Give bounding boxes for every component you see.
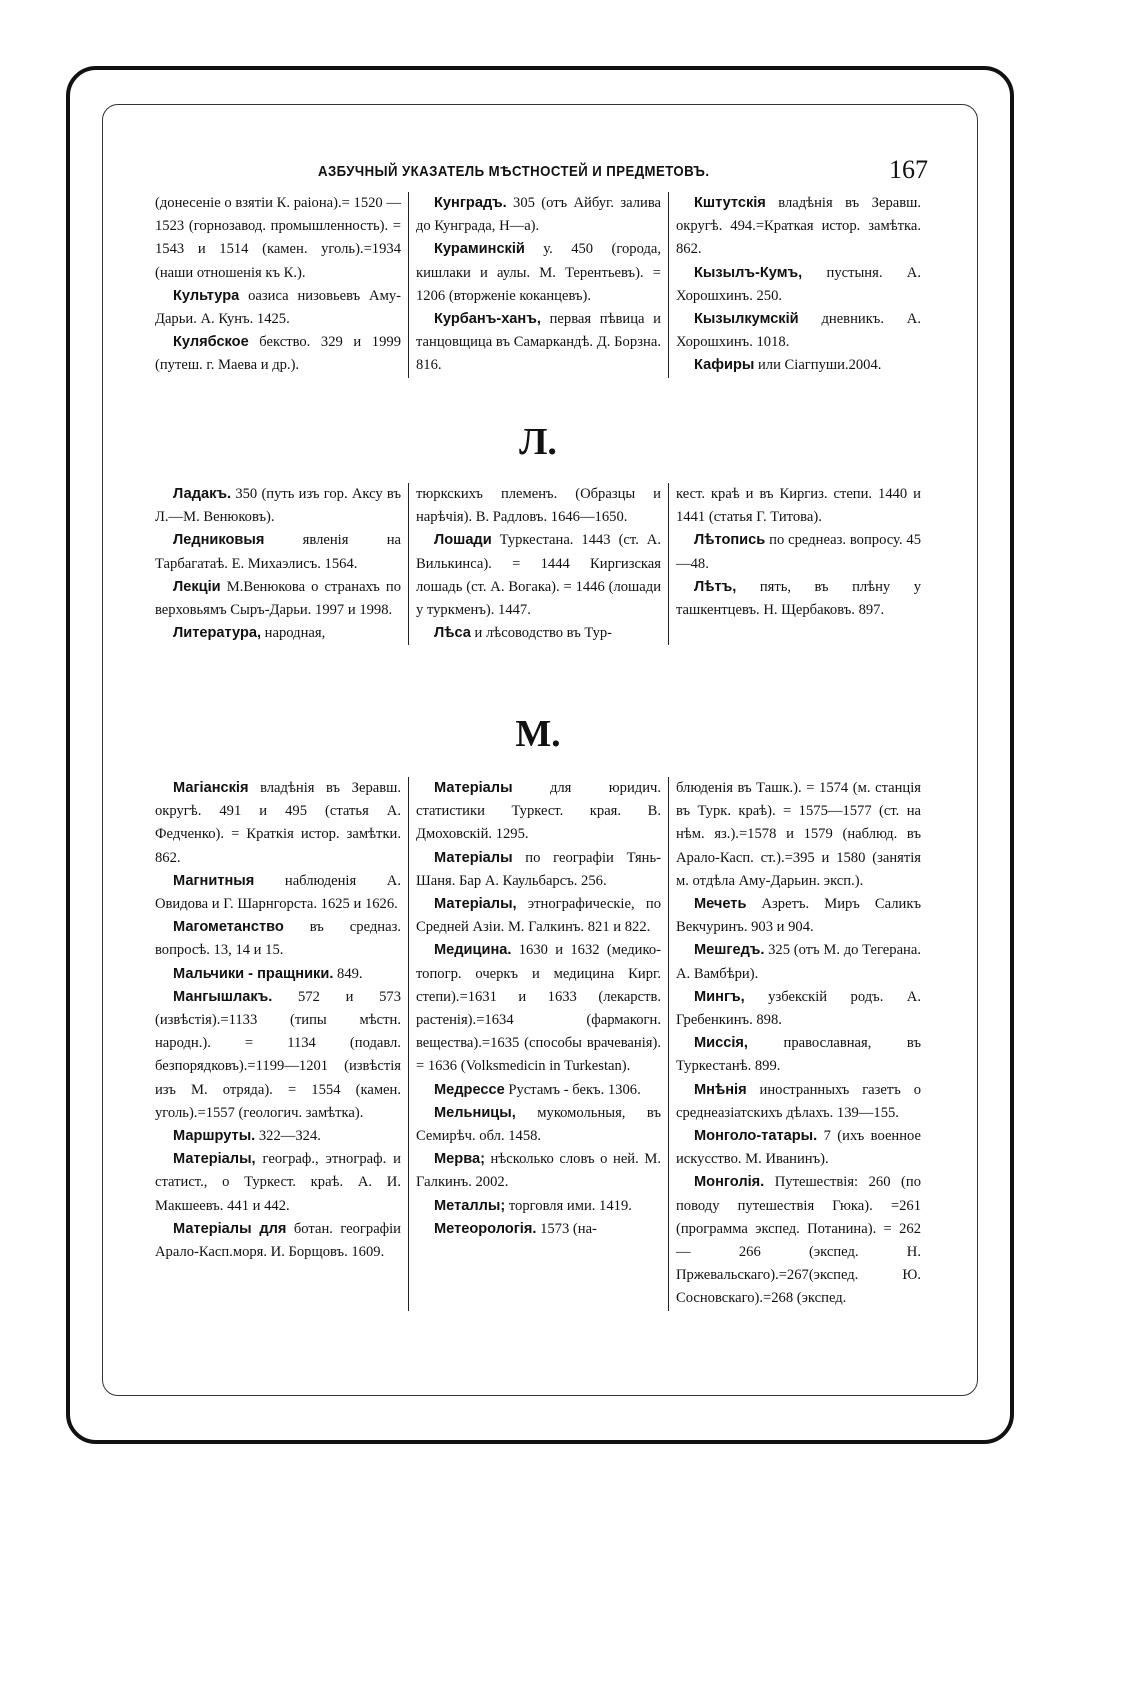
entry-headword: Кафиры xyxy=(694,357,755,374)
entry-headword: Лошади xyxy=(434,532,492,549)
entry-text: Туркестана. 1443 (ст. А. Вилькинса). = 1444 Киргизская лошадь (ст. А. Вогака). = 1446 (лошади у туркменъ). 1447. xyxy=(416,532,661,619)
entry-text: торговля ими. 1419. xyxy=(505,1197,632,1214)
index-entry xyxy=(676,1171,921,1310)
entry-headword: Кызылкумскій xyxy=(694,311,799,328)
entry-headword: Культура xyxy=(173,287,240,304)
index-entry xyxy=(676,893,921,939)
entry-text: пять, въ плѣну у ташкентцевъ. Н. Щербаковъ. 897. xyxy=(676,578,921,619)
index-entry xyxy=(155,986,401,1125)
entry-text: 1630 и 1632 (медико-топогр. очеркъ и медицина Кирг. степи).=1631 и 1633 (лекарств. растенія).=1634 (фармакогн. вещества).=1635 (способы врачеванія). = 1636 (Volksmedicin in Turkestan). xyxy=(416,942,661,1075)
entry-text: тюркскихъ племенъ. (Образцы и нарѣчія). В. Радловъ. 1646—1650. xyxy=(416,486,661,526)
entry-text: и лѣсоводство въ Тур- xyxy=(470,625,613,642)
entry-text: 849. xyxy=(333,965,363,982)
entry-text: 7 (ихъ военное искусство. М. Иванинъ). xyxy=(676,1128,921,1168)
entry-headword: Мингъ, xyxy=(694,988,745,1005)
entry-headword: Ладакъ. xyxy=(173,486,232,502)
index-entry xyxy=(416,777,661,847)
index-entry xyxy=(416,483,661,529)
index-entry xyxy=(676,986,921,1032)
entry-headword: Метеорологія. xyxy=(434,1220,537,1237)
entry-text: 572 и 573 (извѣстія).=1133 (типы мѣстн. народн.). = 1134 (подавл. безпорядковъ).=1199—1201 (извѣстія изъ М. отряда). = 1554 (камен. уголь).=1557 (геологич. замѣтка). xyxy=(155,988,401,1121)
index-entry xyxy=(155,285,401,331)
index-entry xyxy=(416,1148,661,1194)
index-entry xyxy=(676,939,921,985)
entry-headword: Мерва; xyxy=(434,1151,485,1168)
entry-headword: Курбанъ-ханъ, xyxy=(434,311,541,328)
entry-text: пустыня. А. Хорошхинъ. 250. xyxy=(676,264,921,304)
entry-headword: Кулябское xyxy=(173,334,249,351)
section-l-entries xyxy=(148,483,928,645)
entry-text: православная, въ Туркестанѣ. 899. xyxy=(676,1035,921,1075)
index-entry xyxy=(416,1218,661,1241)
entry-text: оазиса низовьевъ Аму-Дарьи. А. Кунъ. 1425. xyxy=(155,287,401,328)
index-entry xyxy=(155,331,401,377)
index-entry xyxy=(416,308,661,378)
column-3 xyxy=(668,483,928,645)
index-entry xyxy=(416,529,661,622)
index-entry xyxy=(155,576,401,622)
entry-text: первая пѣвица и танцовщица въ Самаркандѣ. Д. Борзна. 816. xyxy=(416,311,661,374)
index-entry xyxy=(155,1218,401,1264)
column-2 xyxy=(408,192,668,378)
column-3 xyxy=(668,192,928,378)
column-1 xyxy=(148,777,408,1311)
entry-text: Азретъ. Миръ Саликъ Векчуринъ. 903 и 904. xyxy=(676,896,921,936)
index-entry xyxy=(416,192,661,238)
index-entry xyxy=(155,777,401,870)
column-1 xyxy=(148,483,408,645)
index-entry xyxy=(155,963,401,986)
letter-heading-m: М. xyxy=(515,713,561,755)
index-entry xyxy=(676,529,921,575)
index-entry xyxy=(155,1125,401,1148)
entry-headword: Магіанскія xyxy=(173,780,249,796)
index-entry xyxy=(416,622,661,645)
index-entry xyxy=(155,529,401,575)
entry-text: мукомольныя, въ Семирѣч. обл. 1458. xyxy=(416,1104,661,1145)
entry-headword: Ледниковыя xyxy=(173,532,265,549)
index-entry xyxy=(676,483,921,529)
index-entry xyxy=(155,622,401,645)
entry-headword: Монголія. xyxy=(694,1174,765,1191)
entry-text: Путешествія: 260 (по поводу путешествія Гюка). =261 (программа экспед. Потанина). = 262 — 266 (экспед. Н. Пржевальскаго).=267(экспед. Ю. Сосновскаго).=268 (экспед. xyxy=(676,1174,921,1307)
entry-text: 325 (отъ М. до Тегерана. А. Вамбѣри). xyxy=(676,942,921,982)
column-3 xyxy=(668,777,928,1311)
entry-text: бекство. 329 и 1999 (путеш. г. Маева и др.). xyxy=(155,334,401,374)
entry-text: географ., этнограф. и статист., о Туркест. краѣ. А. И. Макшеевъ. 441 и 442. xyxy=(155,1151,401,1214)
entry-text: Рустамъ - бекъ. 1306. xyxy=(504,1081,641,1098)
index-entry xyxy=(416,893,661,939)
entry-text: или Сіагпуши.2004. xyxy=(754,357,882,374)
entry-headword: Мечеть xyxy=(694,896,747,913)
column-1 xyxy=(148,192,408,378)
index-entry xyxy=(155,1148,401,1218)
index-entry xyxy=(416,1195,661,1218)
entry-headword: Мальчики - пращники. xyxy=(173,965,334,982)
entry-headword: Лѣса xyxy=(434,625,471,642)
entry-headword: Матеріалы, xyxy=(434,896,517,913)
entry-headword: Лекціи xyxy=(173,578,221,595)
entry-headword: Кызылъ-Кумъ, xyxy=(694,264,803,281)
entry-text: для юридич. статистики Туркест. края. В. Дмоховскій. 1295. xyxy=(416,780,661,843)
index-entry xyxy=(676,777,921,893)
entry-headword: Литература, xyxy=(173,625,262,642)
index-entry xyxy=(676,1079,921,1125)
entry-headword: Матеріалы для xyxy=(173,1220,287,1237)
entry-headword: Магометанство xyxy=(173,919,284,936)
entry-text: по среднеаз. вопросу. 45—48. xyxy=(676,532,921,572)
entry-text: кест. краѣ и въ Киргиз. степи. 1440 и 1441 (статья Г. Титова). xyxy=(676,486,921,526)
column-2 xyxy=(408,777,668,1311)
entry-text: ботан. географіи Арало-Касп.моря. И. Борщовъ. 1609. xyxy=(155,1220,401,1261)
index-entry xyxy=(155,192,401,285)
entry-headword: Мельницы, xyxy=(434,1104,516,1121)
entry-headword: Металлы; xyxy=(434,1197,506,1214)
entry-headword: Миссія, xyxy=(694,1035,748,1052)
running-header xyxy=(148,155,928,185)
index-entry xyxy=(155,916,401,962)
index-entry xyxy=(155,483,401,529)
entry-headword: Лѣтопись xyxy=(694,532,766,549)
entry-text: наблюденія А. Овидова и Г. Шарнгорста. 1625 и 1626. xyxy=(155,872,401,913)
entry-text: этнографическіе, по Средней Азіи. М. Галкинъ. 821 и 822. xyxy=(416,896,661,936)
entry-text: владѣнія въ Зеравш. округѣ. 494.=Краткая истор. замѣтка. 862. xyxy=(676,195,921,258)
index-entry xyxy=(155,870,401,916)
letter-heading-l: Л. xyxy=(519,421,557,463)
index-entry xyxy=(416,939,661,1078)
entry-text: у. 450 (города, кишлаки и аулы. М. Терентьевъ). = 1206 (вторженіе коканцевъ). xyxy=(416,241,661,304)
index-entry xyxy=(676,1032,921,1078)
entry-headword: Кштутскія xyxy=(694,195,766,211)
entry-text: блюденія въ Ташк.). = 1574 (м. станція въ Турк. краѣ). = 1575—1577 (ст. на нѣм. яз.).=1578 и 1579 (наблюд. въ Арало-Касп. ст.).=395 и 1580 (занятія м. отдѣла Аму-Дарьин. эксп.). xyxy=(676,780,921,889)
entry-headword: Маршруты. xyxy=(173,1128,256,1145)
entry-headword: Монголо-татары. xyxy=(694,1128,818,1145)
index-entry xyxy=(676,308,921,354)
entry-headword: Медрессе xyxy=(434,1081,505,1098)
entry-text: въ средназ. вопросѣ. 13, 14 и 15. xyxy=(155,919,401,959)
entry-text: (донесеніе о взятіи К. раіона).= 1520 — 1523 (горнозавод. промышленность). = 1543 и 1514 (камен. уголь).=1934 (наши отношенія къ К.). xyxy=(155,195,401,281)
entry-headword: Мешгедъ. xyxy=(694,942,765,959)
index-entry xyxy=(676,192,921,262)
entry-headword: Медицина. xyxy=(434,942,512,959)
section-k-entries xyxy=(148,192,928,378)
entry-headword: Матеріалы xyxy=(434,849,513,866)
column-2 xyxy=(408,483,668,645)
entry-headword: Мнѣнія xyxy=(694,1081,747,1098)
entry-text: 350 (путь изъ гор. Аксу въ Л.—М. Венюковъ). xyxy=(155,486,401,526)
entry-text: М.Венюкова о странахъ по верховьямъ Сыръ-Дарьи. 1997 и 1998. xyxy=(155,578,401,619)
entry-text: по географіи Тянь-Шаня. Бар А. Каульбарсъ. 256. xyxy=(416,849,661,889)
index-entry xyxy=(676,354,921,377)
index-entry xyxy=(676,576,921,622)
entry-text: 322—324. xyxy=(255,1128,321,1145)
entry-text: владѣнія въ Зеравш. округѣ. 491 и 495 (статья А. Федченко). = Краткія истор. замѣтки. 862. xyxy=(155,780,401,866)
entry-headword: Кунградъ. xyxy=(434,195,507,211)
header-title: АЗБУЧНЫЙ УКАЗАТЕЛЬ МѢСТНОСТЕЙ И ПРЕДМЕТОВЪ. xyxy=(318,163,710,180)
index-entry xyxy=(416,847,661,893)
entry-text: нѣсколько словъ о ней. М. Галкинъ. 2002. xyxy=(416,1151,661,1191)
entry-headword: Матеріалы xyxy=(434,780,513,796)
entry-headword: Матеріалы, xyxy=(173,1151,256,1168)
index-entry xyxy=(416,1079,661,1102)
entry-text: 305 (отъ Айбуг. залива до Кунграда, Н—а). xyxy=(416,195,661,235)
index-entry xyxy=(676,1125,921,1171)
index-entry xyxy=(416,1102,661,1148)
section-m-entries xyxy=(148,777,928,1311)
index-entry xyxy=(676,262,921,308)
entry-text: узбекскій родъ. А. Гребенкинъ. 898. xyxy=(676,988,921,1029)
page-number: 167 xyxy=(889,155,928,184)
entry-text: 1573 (на- xyxy=(536,1220,597,1237)
entry-headword: Лѣтъ, xyxy=(694,578,737,595)
entry-text: дневникъ. А. Хорошхинъ. 1018. xyxy=(676,311,921,351)
entry-text: народная, xyxy=(261,625,326,642)
entry-headword: Мангышлакъ. xyxy=(173,988,273,1005)
index-entry xyxy=(416,238,661,308)
entry-headword: Кураминскій xyxy=(434,241,525,258)
entry-headword: Магнитныя xyxy=(173,872,255,889)
entry-text: иностранныхъ газетъ о среднеазіатскихъ дѣлахъ. 139—155. xyxy=(676,1081,921,1121)
entry-text: явленія на Тарбагатаѣ. Е. Михаэлисъ. 1564. xyxy=(155,532,401,572)
